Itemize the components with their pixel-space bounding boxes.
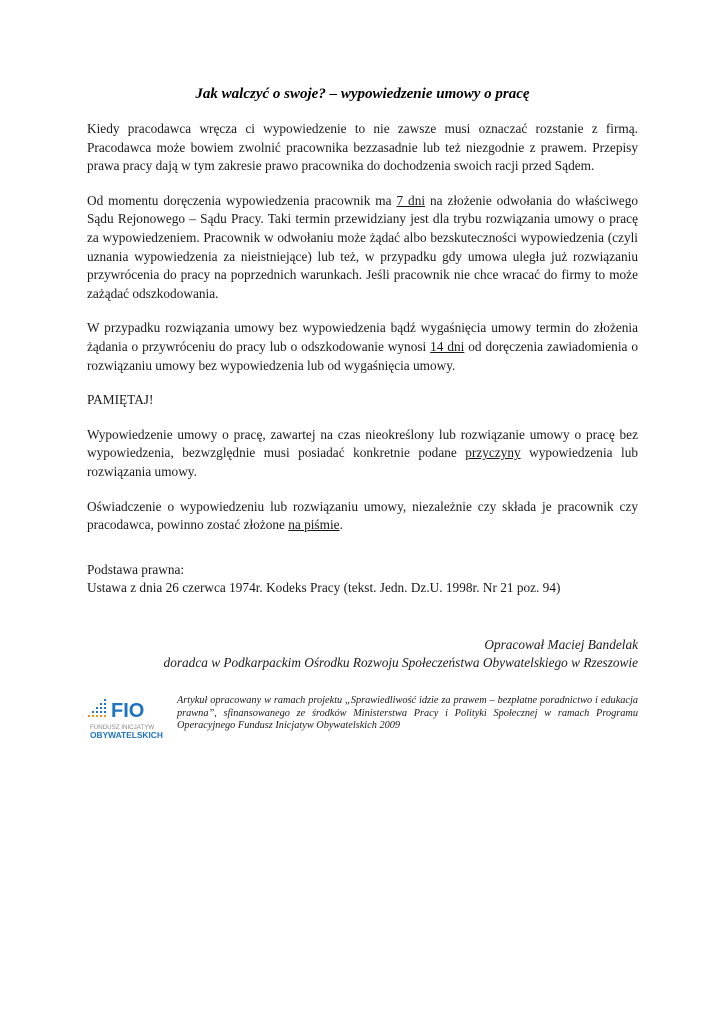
logo-line-2: OBYWATELSKICH: [90, 730, 163, 741]
author-name: Opracował Maciej Bandelak: [484, 636, 638, 652]
legal-basis: [87, 561, 638, 598]
paragraph-5: Oświadczenie o wypowiedzeniu lub rozwiązaniu umowy, niezależnie czy składa je pracownik czy pracodawca, powinno zostać złożone na piśmie.: [87, 498, 638, 533]
logo-mark: FIO: [111, 700, 145, 723]
fio-logo-icon: [87, 697, 165, 741]
project-footnote: Artykuł opracowany w ramach projektu „Sprawiedliwość idzie za prawem – bezpłatne poradnictwo i edukacja prawna”, sfinansowanego ze środków Ministerstwa Pracy i Polityki Społecznej w ramach Programu Operacyjnego Fundusz Inicjatyw Obywatelskich 2009: [177, 695, 638, 732]
legal-basis-label: Podstawa prawna:: [87, 561, 185, 577]
document-page: [87, 84, 638, 745]
deadline-14-days: 14 dni: [430, 338, 465, 354]
legal-basis-text: Ustawa z dnia 26 czerwca 1974r. Kodeks Pracy (tekst. Jedn. Dz.U. 1998r. Nr 21 poz. 94): [87, 580, 561, 596]
logo-line-1: FUNDUSZ INICJATYW: [90, 724, 155, 732]
reasons-underlined: przyczyny: [465, 445, 521, 461]
paragraph-2: Od momentu doręczenia wypowiedzenia pracownik ma 7 dni na złożenie odwołania do właściwego Sądu Rejonowego – Sądu Pracy. Taki termin przewidziany jest dla trybu rozwiązania umowy o pracę za wypowiedzeniem. Pracownik w odwołaniu może żądać albo bezskuteczności wypowiedzenia (czyli uznania wypowiedzenia za nieistniejące) lub też, w przypadku gdy umowa uległa już rozwiązaniu przywrócenia do pracy na poprzednich warunkach. Jeśli pracownik nie chce wracać do firmy to może zażądać odszkodowania.: [87, 192, 639, 301]
paragraph-1: Kiedy pracodawca wręcza ci wypowiedzenie to nie zawsze musi oznaczać rozstanie z firmą. Pracodawca może bowiem zwolnić pracownika bezzasadnie lub też niezgodnie z prawem. Przepisy prawa pracy dają w tym zakresie prawo pracownika do dochodzenia swoich racji przed Sądem.: [87, 121, 638, 174]
footer: [87, 695, 638, 745]
author-affiliation: doradca w Podkarpackim Ośrodku Rozwoju Społeczeństwa Obywatelskiego w Rzeszowie: [163, 655, 638, 671]
document-title: Jak walczyć o swoje? – wypowiedzenie umowy o pracę: [195, 86, 530, 102]
deadline-7-days: 7 dni: [396, 192, 426, 208]
remember-heading: PAMIĘTAJ!: [87, 392, 154, 408]
in-writing-underlined: na piśmie: [288, 517, 340, 533]
paragraph-4: Wypowiedzenie umowy o pracę, zawartej na czas nieokreślony lub rozwiązanie umowy o pracę bez wypowiedzenia, bezwzględnie musi posiadać konkretnie podane przyczyny wypowiedzenia lub rozwiązania umowy.: [87, 426, 638, 479]
author-block: [87, 636, 638, 673]
paragraph-3: W przypadku rozwiązania umowy bez wypowiedzenia bądź wygaśnięcia umowy termin do złożenia żądania o przywróceniu do pracy lub o odszkodowanie wynosi 14 dni od doręczenia zawiadomienia o rozwiązaniu umowy bez wypowiedzenia lub od wygaśnięcia umowy.: [87, 320, 638, 373]
